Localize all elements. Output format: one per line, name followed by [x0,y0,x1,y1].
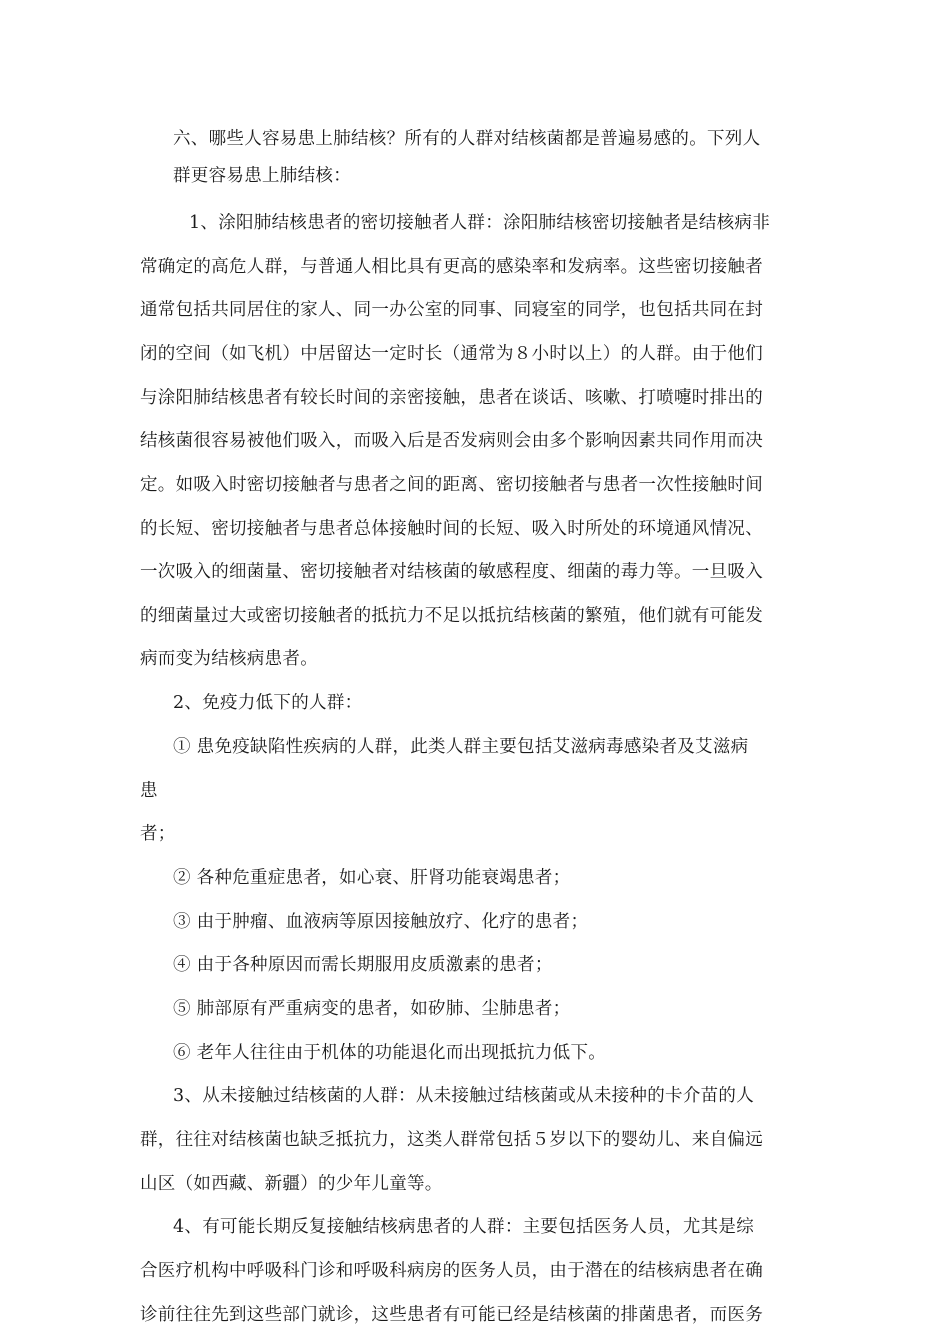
paragraph-line: 闭的空间（如飞机）中居留达一定时长（通常为８小时以上）的人群。由于他们 [140,344,763,364]
list-item-6: ⑥ 老年人往往由于机体的功能退化而出现抵抗力低下。 [173,1043,607,1063]
paragraph-line: 的长短、密切接触者与患者总体接触时间的长短、吸入时所处的环境通风情况、 [140,519,763,539]
heading-question-six: 六、哪些人容易患上肺结核？所有的人群对结核菌都是普遍易感的。下列人 [173,129,761,149]
heading-continuation: 群更容易患上肺结核： [173,166,351,186]
paragraph-line: 通常包括共同居住的家人、同一办公室的同事、同寝室的同学，也包括共同在封 [140,300,763,320]
paragraph-line: 的细菌量过大或密切接触者的抵抗力不足以抵抗结核菌的繁殖，他们就有可能发 [140,606,763,626]
paragraph-line: 结核菌很容易被他们吸入，而吸入后是否发病则会由多个影响因素共同作用而决 [140,431,763,451]
paragraph-line: 山区（如西藏、新疆）的少年儿童等。 [140,1174,443,1194]
paragraph-line: 病而变为结核病患者。 [140,649,318,669]
section-2-heading: 2、免疫力低下的人群： [173,693,363,713]
paragraph-line: 常确定的高危人群，与普通人相比具有更高的感染率和发病率。这些密切接触者 [140,257,763,277]
list-item-1-wrap: 者； [140,824,176,844]
paragraph-line: 定。如吸入时密切接触者与患者之间的距离、密切接触者与患者一次性接触时间 [140,475,763,495]
list-item-1-wrap: 患 [140,781,158,801]
paragraph-line: 一次吸入的细菌量、密切接触者对结核菌的敏感程度、细菌的毒力等。一旦吸入 [140,562,763,582]
list-item-2: ② 各种危重症患者，如心衰、肝肾功能衰竭患者； [173,868,571,888]
list-item-1: ① 患免疫缺陷性疾病的人群，此类人群主要包括艾滋病毒感染者及艾滋病 [173,737,749,757]
paragraph-line: 与涂阳肺结核患者有较长时间的亲密接触，患者在谈话、咳嗽、打喷嚏时排出的 [140,388,763,408]
list-item-3: ③ 由于肿瘤、血液病等原因接触放疗、化疗的患者； [173,912,589,932]
section-4-first-line: 4、有可能长期反复接触结核病患者的人群：主要包括医务人员，尤其是综 [173,1217,755,1237]
list-item-5: ⑤ 肺部原有严重病变的患者，如矽肺、尘肺患者； [173,999,571,1019]
paragraph-line: 群，往往对结核菌也缺乏抵抗力，这类人群常包括５岁以下的婴幼儿、来自偏远 [140,1130,763,1150]
section-1-first-line: 1、涂阳肺结核患者的密切接触者人群：涂阳肺结核密切接触者是结核病非 [189,213,771,233]
section-3-first-line: 3、从未接触过结核菌的人群：从未接触过结核菌或从未接种的卡介苗的人 [173,1086,755,1106]
paragraph-line: 诊前往往先到这些部门就诊，这些患者有可能已经是结核菌的排菌患者，而医务 [140,1305,763,1325]
paragraph-line: 合医疗机构中呼吸科门诊和呼吸科病房的医务人员，由于潜在的结核病患者在确 [140,1261,763,1281]
list-item-4: ④ 由于各种原因而需长期服用皮质激素的患者； [173,955,553,975]
